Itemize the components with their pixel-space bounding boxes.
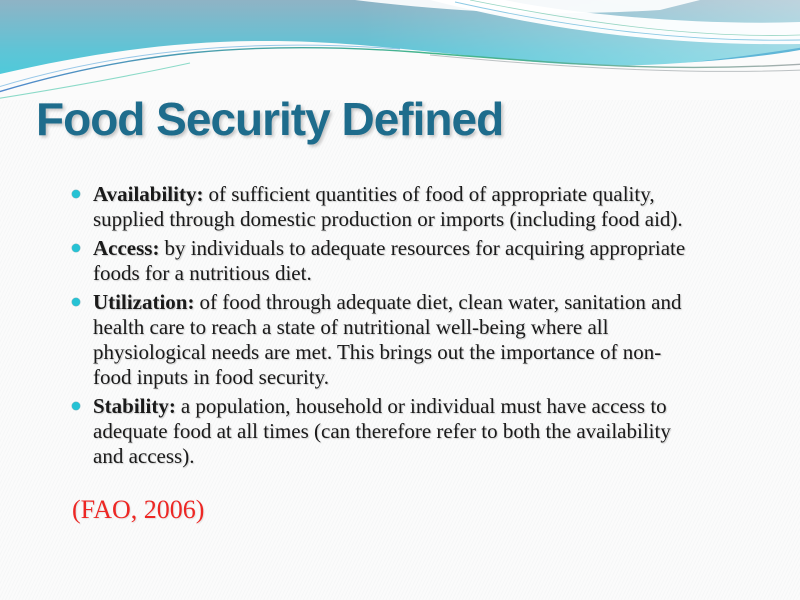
bullet-text: of food through adequate diet, clean water, sanitation and health care to reach a state of nutritional well-being where all physiological needs are met. This brings out the importance of non-food inputs in food security.	[93, 290, 682, 389]
bullet-text: of sufficient quantities of food of appropriate quality, supplied through domestic production or imports (including food aid).	[93, 182, 683, 231]
bullet-icon	[72, 190, 80, 198]
bullet-text: a population, household or individual must have access to adequate food at all times (can therefore refer to both the availability and access).	[93, 394, 671, 468]
bullet-paragraph	[93, 236, 690, 286]
wave-banner-graphic	[0, 0, 800, 100]
bullet-icon	[72, 298, 80, 306]
bullet-paragraph	[93, 394, 690, 469]
bullet-term: Utilization:	[93, 290, 195, 314]
bullet-term: Access:	[93, 236, 160, 260]
bullet-paragraph	[93, 290, 690, 390]
bullet-list	[72, 182, 690, 469]
bullet-term: Stability:	[93, 394, 176, 418]
bullet-icon	[72, 402, 80, 410]
bullet-term: Availability:	[93, 182, 204, 206]
slide-body	[72, 182, 690, 524]
bullet-text: by individuals to adequate resources for acquiring appropriate foods for a nutritious diet.	[93, 236, 686, 285]
bullet-paragraph	[93, 182, 690, 232]
bullet-icon	[72, 244, 80, 252]
slide-title: Food Security Defined	[36, 93, 504, 145]
citation: (FAO, 2006)	[72, 495, 205, 524]
bullet-item	[72, 394, 690, 469]
top-wave-decoration	[0, 0, 800, 100]
bullet-item	[72, 290, 690, 390]
bullet-item	[72, 236, 690, 286]
bullet-item	[72, 182, 690, 232]
